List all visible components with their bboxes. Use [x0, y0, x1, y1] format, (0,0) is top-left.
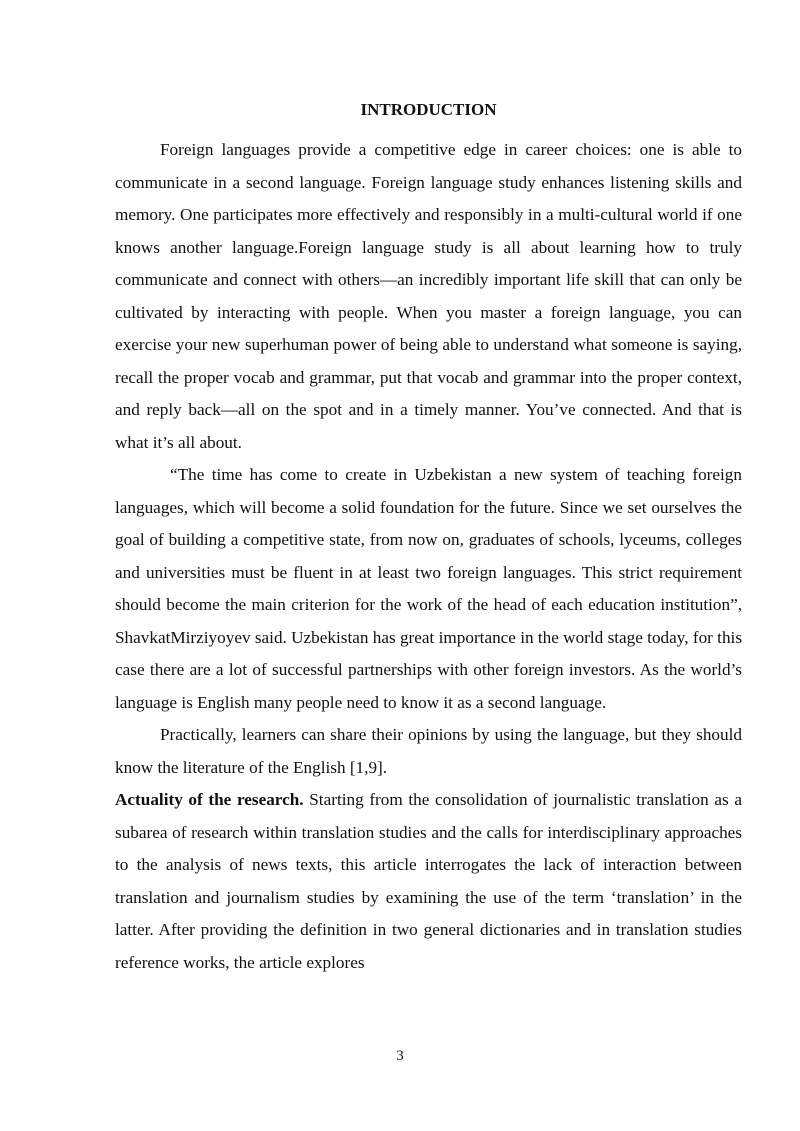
page-number: 3: [396, 1048, 404, 1064]
actuality-paragraph: [115, 784, 742, 979]
section-title: INTRODUCTION: [360, 100, 497, 119]
actuality-text: Starting from the consolidation of journalistic translation as a subarea of research within translation studies and the calls for interdisciplinary approaches to the analysis of news texts, this article interrogates the lack of interaction between translation and journalism studies by examining the use of the term ‘translation’ in the latter. After providing the definition in two general dictionaries and in translation studies reference works, the article explores: [115, 790, 742, 972]
intro-paragraph-1: Foreign languages provide a competitive edge in career choices: one is able to communicate in a second language. Foreign language study enhances listening skills and memory. One participates more effectively and responsibly in a multi-cultural world if one knows another language.Foreign language study is all about learning how to truly communicate and connect with others—an incredibly important life skill that can only be cultivated by interacting with people. When you master a foreign language, you can exercise your new superhuman power of being able to understand what someone is saying, recall the proper vocab and grammar, put that vocab and grammar into the proper context, and reply back—all on the spot and in a timely manner. You’ve connected. And that is what it’s all about.: [115, 140, 742, 452]
actuality-heading: Actuality of the research.: [115, 790, 304, 809]
document-page: [115, 96, 742, 979]
intro-paragraph-quote: “The time has come to create in Uzbekistan a new system of teaching foreign languages, which will become a solid foundation for the future. Since we set ourselves the goal of building a competitive state, from now on, graduates of schools, lyceums, colleges and universities must be fluent in at least two foreign languages. This strict requirement should become the main criterion for the work of the head of each education institution”, ShavkatMirziyoyev said. Uzbekistan has great importance in the world stage today, for this case there are a lot of successful partnerships with other foreign investors. As the world’s language is English many people need to know it as a second language.: [115, 465, 743, 712]
intro-paragraph-3: Practically, learners can share their opinions by using the language, but they should know the literature of the English [1,9].: [115, 725, 742, 777]
